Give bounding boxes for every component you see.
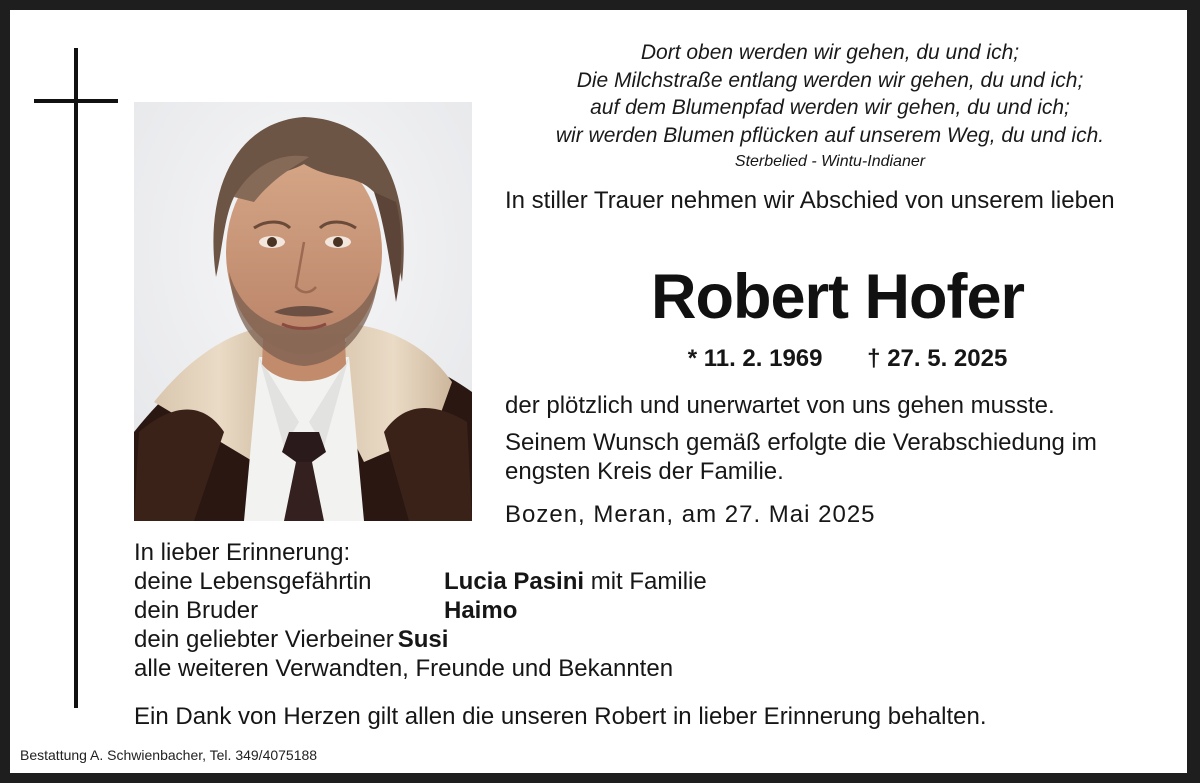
sudden-text: der plötzlich und unerwartet von uns gehen musste. — [505, 392, 1055, 419]
cross-icon — [74, 48, 78, 708]
life-dates — [505, 344, 1170, 374]
thanks-text: Ein Dank von Herzen gilt allen die unseren Robert in lieber Erinnerung behalten. — [134, 703, 987, 730]
memory-others: alle weiteren Verwandten, Freunde und Bekannten — [134, 655, 674, 682]
place-date: Bozen, Meran, am 27. Mai 2025 — [505, 501, 876, 528]
poem — [480, 39, 1180, 175]
mourner-relation: dein Bruder — [134, 597, 259, 624]
mourner-suffix: mit Familie — [584, 568, 707, 595]
funeral-home-credit: Bestattung A. Schwienbacher, Tel. 349/4075188 — [20, 747, 318, 763]
death-date: † 27. 5. 2025 — [867, 345, 1008, 372]
mourner-name: Lucia Pasini — [444, 568, 585, 595]
poem-line: wir werden Blumen pflücken auf unserem Weg, du und ich. — [555, 123, 1105, 147]
portrait-photo — [134, 102, 472, 521]
wish-text: Seinem Wunsch gemäß erfolgte die Verabschiedung im engsten Kreis der Familie. — [505, 429, 1097, 485]
memory-heading: In lieber Erinnerung: — [134, 539, 351, 566]
poem-line: auf dem Blumenpfad werden wir gehen, du und ich; — [590, 96, 1070, 119]
poem-line: Die Milchstraße entlang werden wir gehen, du und ich; — [576, 68, 1084, 92]
obituary-notice — [10, 10, 1187, 773]
mourner-name: Haimo — [444, 597, 518, 624]
mourner-relation: deine Lebensgefährtin — [134, 568, 372, 595]
mourner-relation: dein geliebter Vierbeiner — [134, 626, 394, 653]
poem-line: Dort oben werden wir gehen, du und ich; — [640, 41, 1020, 64]
mourners-list — [134, 538, 854, 683]
mourner-row — [134, 567, 854, 596]
birth-date: * 11. 2. 1969 — [687, 345, 823, 372]
poem-source: Sterbelied - Wintu-Indianer — [734, 153, 926, 170]
mourner-name: Susi — [397, 626, 449, 653]
mourner-row — [134, 625, 854, 654]
mourner-row — [134, 596, 854, 625]
cross-icon-bar — [34, 99, 118, 103]
deceased-name: Robert Hofer — [650, 262, 1024, 332]
portrait-illustration — [134, 102, 472, 521]
intro-text: In stiller Trauer nehmen wir Abschied von unserem lieben — [505, 187, 1115, 214]
